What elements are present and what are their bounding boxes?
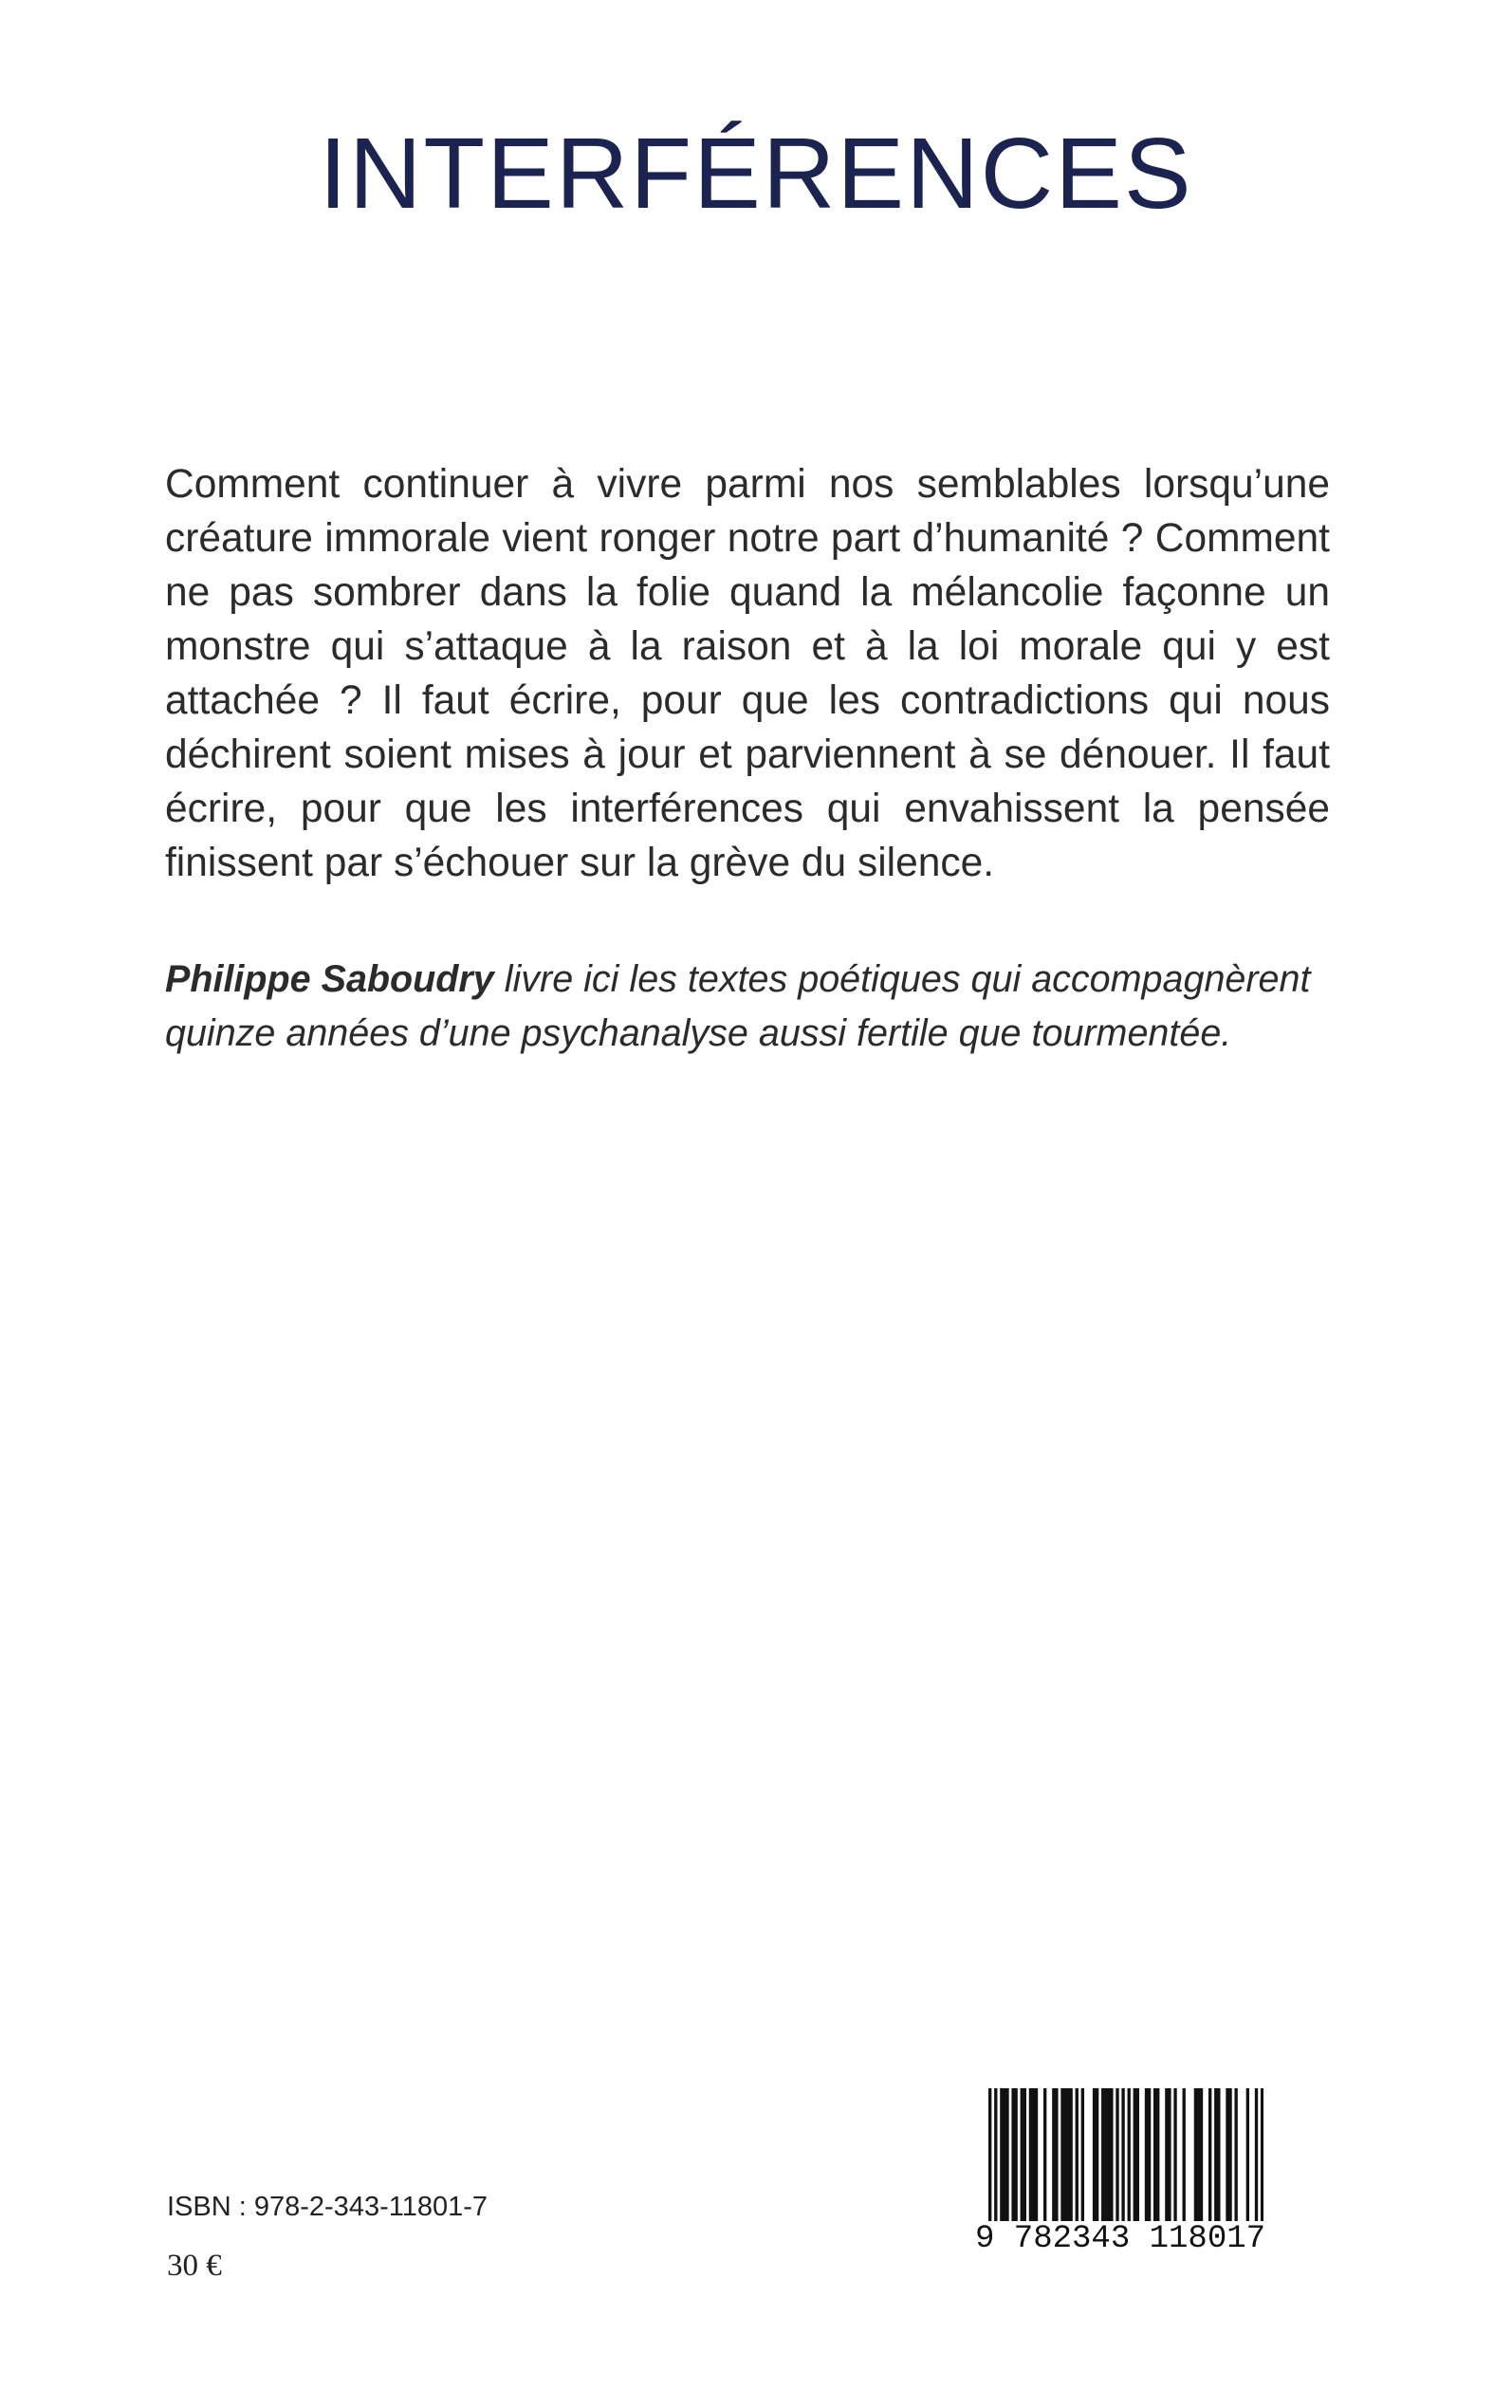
barcode-bar [1000,2088,1003,2221]
barcode-bar [1021,2088,1023,2221]
barcode-bar [1066,2088,1069,2221]
barcode-bar [1093,2088,1096,2221]
author-note-text: livre ici les textes poétiques qui accompagnèrent quinze années d’une psychanalyse aussi fertile que tourmentée. [165,958,1311,1054]
barcode-bar [1197,2088,1200,2221]
barcode-bar [1096,2088,1098,2221]
book-blurb: Comment continuer à vivre parmi nos semblables lorsqu’une créature immorale vient ronger notre part d’humanité ? Comment ne pas sombrer dans la folie quand la mélancolie façonne un monstre qui s’attaque à la raison et à la loi morale qui y est attachée ? Il faut écrire, pour que les contradictions qui nous déchirent soient mises à jour et parviennent à se dénouer. Il faut écrire, pour que les interférences qui envahissent la pensée finissent par s’échouer sur la grève du silence. [165,462,1330,885]
barcode-bar [1076,2088,1079,2221]
barcode-bar [994,2088,997,2221]
book-title: INTERFÉRENCES [319,118,1193,230]
barcode-bar [1029,2088,1032,2221]
barcode-bar [1110,2088,1113,2221]
barcode-bar [1005,2088,1008,2221]
barcode-bar [1136,2088,1139,2221]
barcode-bar [1217,2088,1220,2221]
author-note [165,953,1330,1061]
barcode-bar [1261,2088,1263,2221]
barcode [960,2073,1284,2274]
barcode-bar [1052,2088,1055,2221]
barcode-bar [1228,2088,1231,2221]
barcode-bar [1208,2088,1211,2221]
barcode-bar [1060,2088,1063,2221]
barcode-bar [1145,2088,1148,2221]
barcode-bar [1156,2088,1159,2221]
barcode-bar [1011,2088,1014,2221]
barcode-bar [1107,2088,1110,2221]
barcode-bar [1121,2088,1124,2221]
barcode-bar [1168,2088,1171,2221]
barcode-bar [1101,2088,1104,2221]
barcode-bar [1023,2088,1026,2221]
barcode-bar [1173,2088,1176,2221]
barcode-bar [1165,2088,1168,2221]
author-name: Philippe Saboudry [165,958,494,1000]
barcode-bar [1014,2088,1017,2221]
barcode-bar [1035,2088,1038,2221]
barcode-bar [1148,2088,1151,2221]
barcode-bar [988,2088,991,2221]
price-label: 30 € [167,2249,222,2283]
barcode-bar [1194,2088,1197,2221]
barcode-bar [1116,2088,1118,2221]
barcode-bar [1128,2088,1131,2221]
barcode-bar [1255,2088,1258,2221]
barcode-number: 9 782343 118017 [975,2221,1266,2257]
barcode-bar [1043,2088,1046,2221]
barcode-bar [1081,2088,1084,2221]
barcode-bar [1032,2088,1035,2221]
barcode-bar [1183,2088,1186,2221]
barcode-bar [1134,2088,1136,2221]
barcode-bars [988,2088,1263,2221]
barcode-bar [1104,2088,1107,2221]
isbn-label: ISBN : 978-2-343-11801-7 [167,2192,489,2222]
barcode-bar [1226,2088,1228,2221]
barcode-bar [1069,2088,1072,2221]
barcode-bar [1246,2088,1249,2221]
barcode-bar [1055,2088,1058,2221]
barcode-bar [1200,2088,1203,2221]
barcode-bar [1003,2088,1005,2221]
barcode-bar [1063,2088,1066,2221]
barcode-bar [1153,2088,1156,2221]
barcode-bar [1214,2088,1217,2221]
barcode-bar [1234,2088,1237,2221]
